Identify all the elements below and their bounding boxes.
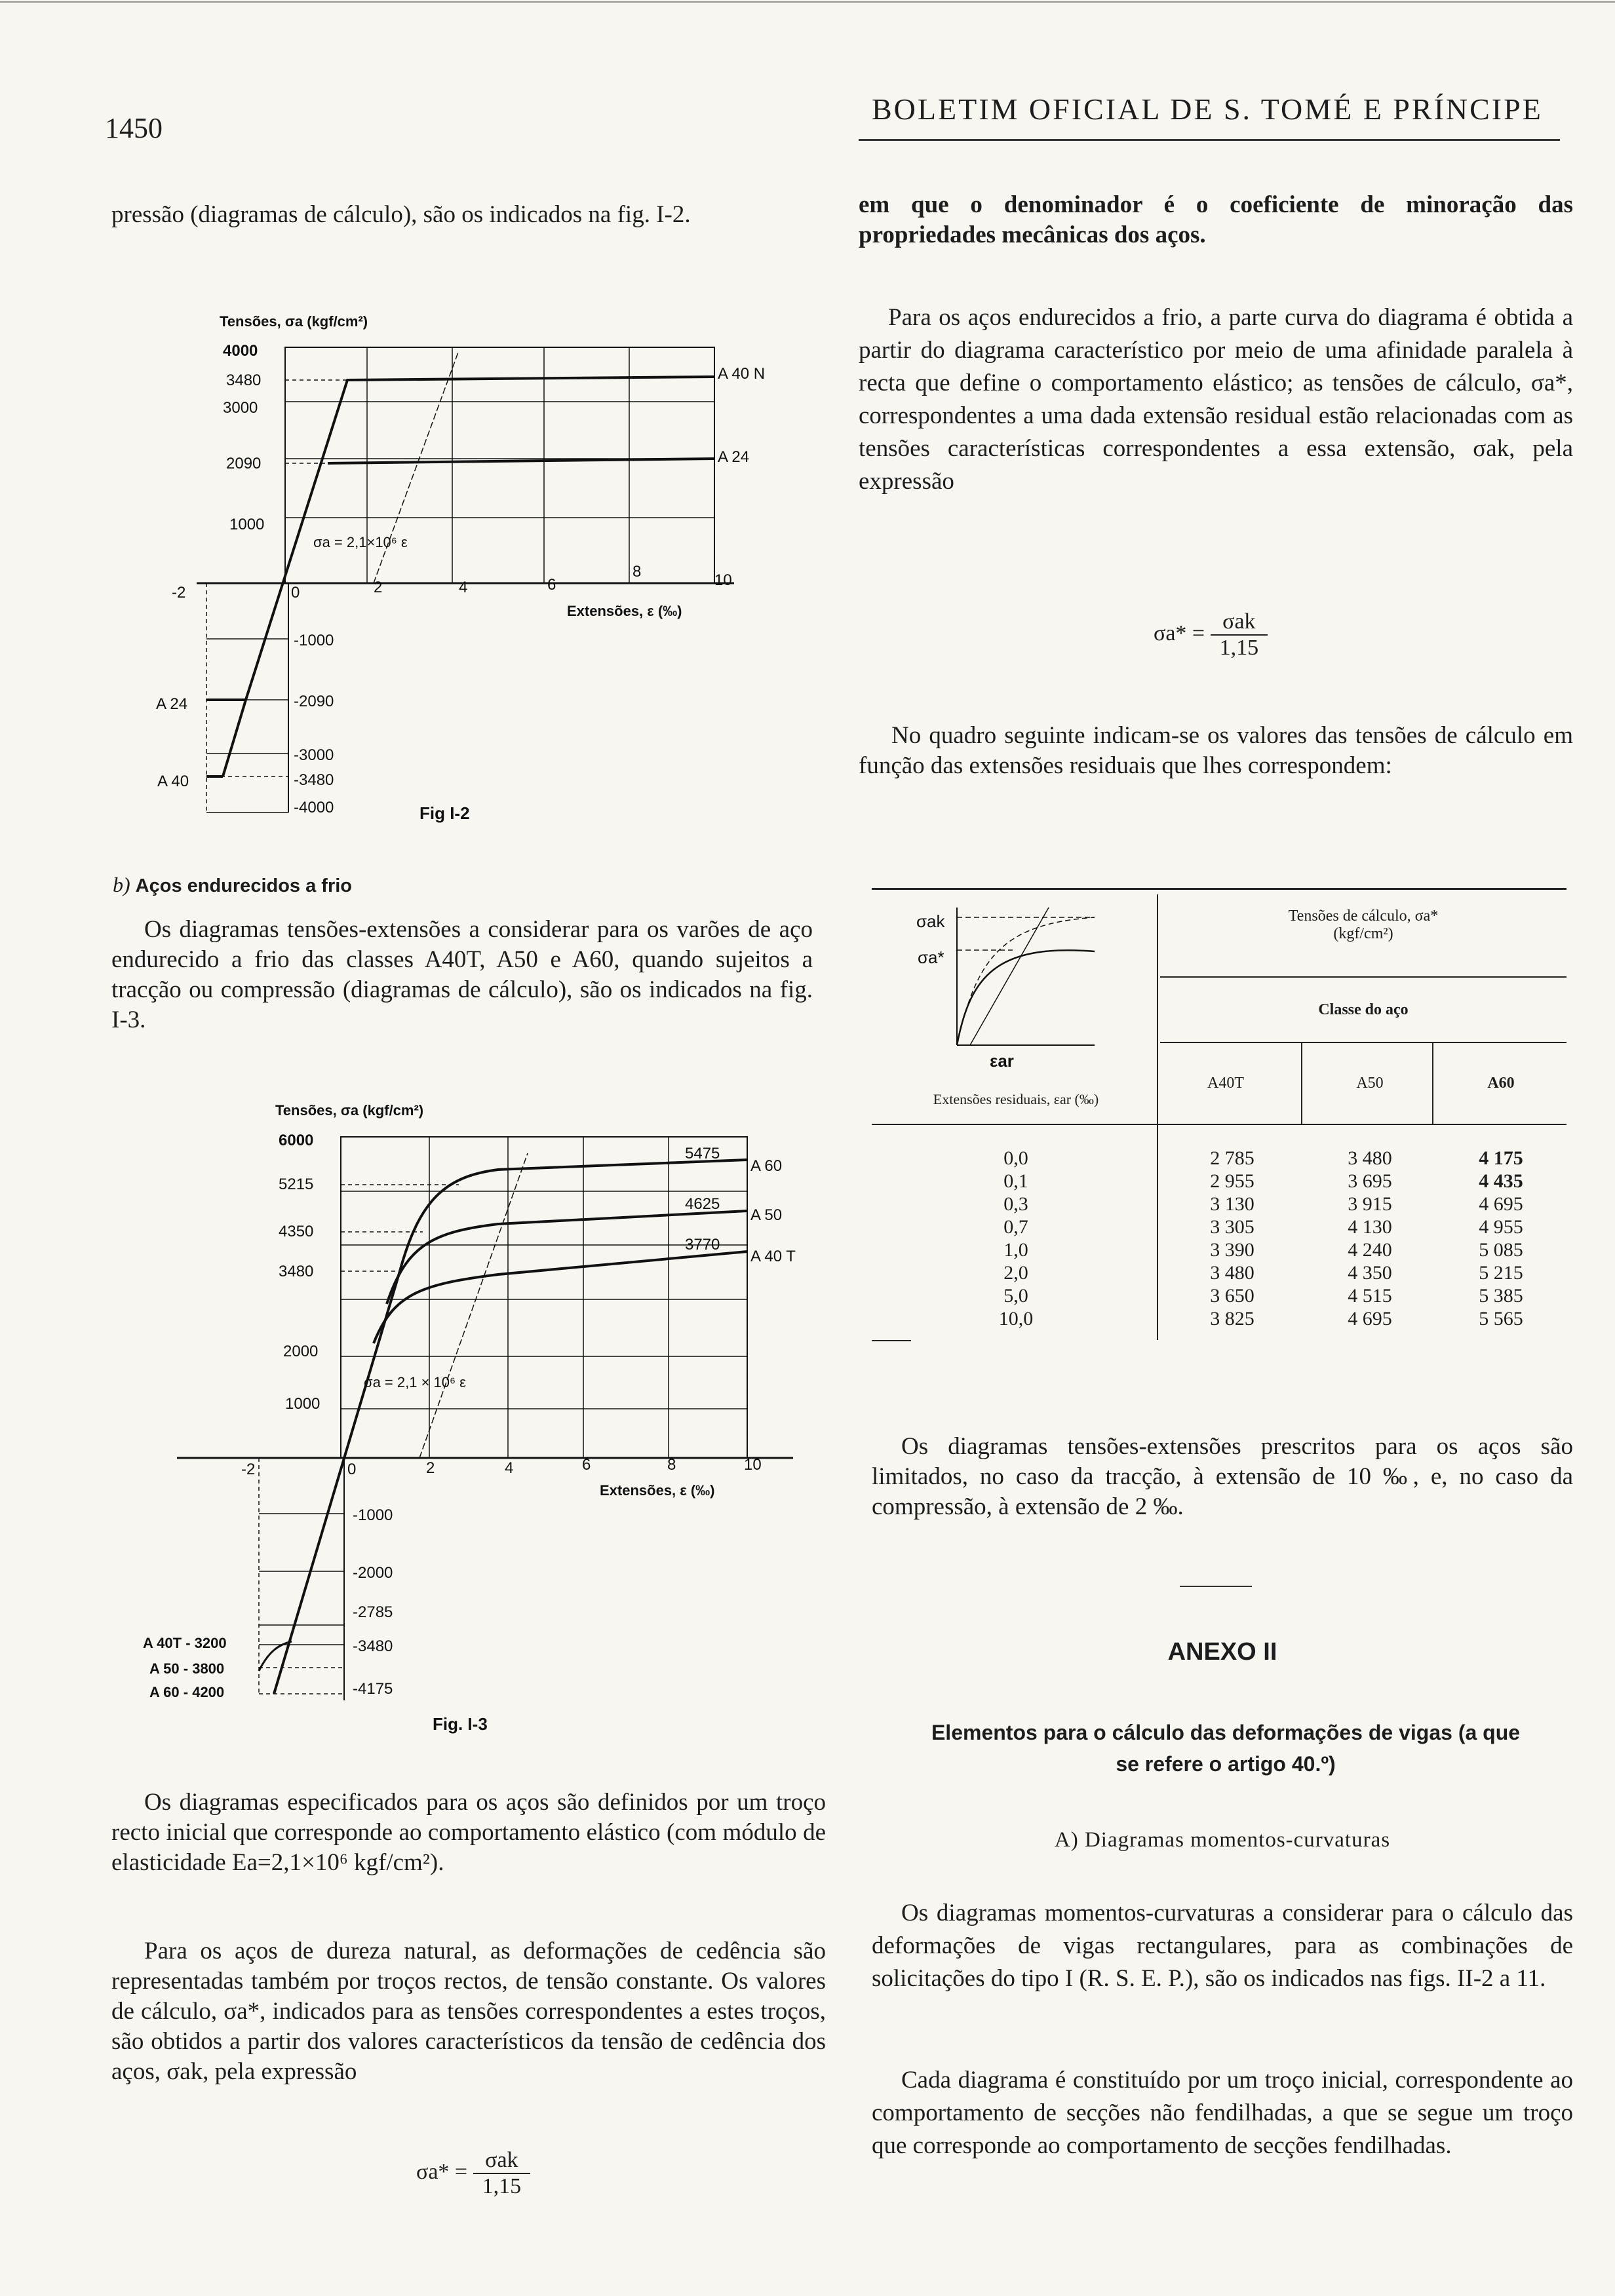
svg-text:-2785: -2785 [353, 1603, 393, 1621]
table-top-rule [872, 888, 1566, 890]
svg-text:-4175: -4175 [353, 1680, 393, 1698]
table-stress-header: Tensões de cálculo, σa* (kgf/cm²) [1288, 908, 1439, 942]
svg-text:3480: 3480 [279, 1263, 314, 1280]
table-row [872, 1238, 1566, 1261]
svg-text:8: 8 [667, 1456, 676, 1474]
fig2-label-a24: A 24 [718, 448, 750, 466]
svg-text:εar: εar [990, 1051, 1014, 1071]
table-rule-1 [1160, 976, 1566, 978]
table-cell: 3 695 [1348, 1170, 1392, 1192]
section-divider [1180, 1586, 1252, 1587]
header-rule [859, 139, 1560, 141]
table-mini-diagram [872, 898, 1160, 1088]
table-row [872, 1261, 1566, 1284]
table-cell: 5 565 [1479, 1308, 1523, 1330]
intro-paragraph: pressão (diagramas de cálculo), são os indicados na fig. I-2. [111, 201, 691, 228]
right-para-f: Cada diagrama é constituído por um troço inicial, correspondente ao comportamento de secções não fendilhadas, a que se segue um troço que corresponde ao comportamento de secções fendilhadas. [872, 2067, 1573, 2159]
svg-text:3480: 3480 [226, 372, 262, 389]
svg-text:5215: 5215 [279, 1176, 314, 1193]
svg-text:3000: 3000 [223, 399, 258, 417]
svg-text:2: 2 [374, 579, 383, 596]
svg-text:-2000: -2000 [353, 1564, 393, 1582]
table-cell: 3 825 [1210, 1308, 1255, 1330]
svg-text:σa*: σa* [918, 947, 944, 967]
table-col0-header: Extensões residuais, εar (‰) [933, 1091, 1099, 1107]
table-cell: 0,7 [1003, 1216, 1028, 1238]
annex-title: ANEXO II [1167, 1638, 1277, 1666]
table-cell: 4 955 [1479, 1216, 1523, 1238]
fig2-annotation: σa = 2,1×10⁶ ε [313, 534, 408, 550]
svg-text:-1000: -1000 [294, 632, 334, 649]
svg-text:Extensões, ε (‰): Extensões, ε (‰) [600, 1482, 715, 1499]
table-cell: 5 085 [1479, 1239, 1523, 1261]
table-cell: 3 650 [1210, 1285, 1255, 1307]
right-para-b: Para os aços endurecidos a frio, a parte curva do diagrama é obtida a partir do diagrama característico por meio de uma afinidade paralela à recta que define o comportamento elástico; as tensões de cálculo, σa*, correspondentes a uma dada extensão residual estão relacionadas com as tensões características correspondentes a essa extensão, σak, pela expressão [859, 304, 1573, 495]
svg-text:3770: 3770 [685, 1236, 720, 1253]
svg-text:A 60 - 4200: A 60 - 4200 [149, 1684, 225, 1700]
fig3-caption: Fig. I-3 [433, 1714, 488, 1734]
svg-text:2000: 2000 [283, 1343, 319, 1360]
figure-i-3 [138, 1091, 806, 1740]
table-cell: 4 350 [1348, 1262, 1392, 1284]
fig2-label-a24-neg: A 24 [156, 695, 188, 713]
table-row [872, 1170, 1566, 1193]
table-cell: 4 240 [1348, 1239, 1392, 1261]
svg-text:A 40 T: A 40 T [750, 1248, 796, 1265]
svg-text:-3000: -3000 [294, 746, 334, 764]
table-cell: 4 130 [1348, 1216, 1392, 1238]
right-para-a: em que o denominador é o coeficiente de minoração das propriedades mecânicas dos aços. [859, 191, 1573, 248]
svg-text:Tensões, σa (kgf/cm²): Tensões, σa (kgf/cm²) [275, 1102, 424, 1119]
svg-text:-3480: -3480 [294, 771, 334, 789]
svg-text:8: 8 [632, 563, 642, 581]
fig2-label-a40n: A 40 N [718, 365, 766, 383]
section-b-heading: b) Aços endurecidos a frio [113, 873, 353, 896]
formula-right: σa* = $\frac{\text{σak}}{1,15}$ [1154, 609, 1268, 660]
top-scan-rule [0, 1, 1615, 3]
svg-text:4625: 4625 [685, 1195, 720, 1213]
svg-text:4: 4 [505, 1459, 514, 1477]
table-row [872, 1284, 1566, 1307]
para-d: Para os aços de dureza natural, as deformações de cedência são representadas também por troços rectos, de tensão constante. Os valores de cálculo, σa*, indicados para as tensões correspondentes a estes troços, são obtidos a partir dos valores característicos da tensão de cedência dos aços, σak, pela expressão [111, 1938, 826, 2085]
fig2-y-title: Tensões, σa (kgf/cm²) [220, 313, 368, 330]
svg-text:Extensões, ε (‰): Extensões, ε (‰) [567, 603, 682, 619]
right-para-c: No quadro seguinte indicam-se os valores das tensões de cálculo em função das extensões residuais que lhes correspondem: [859, 722, 1573, 779]
table-row [872, 1307, 1566, 1330]
svg-text:0: 0 [347, 1461, 357, 1478]
svg-text:-3480: -3480 [353, 1637, 393, 1655]
svg-text:2090: 2090 [226, 455, 262, 472]
svg-text:-2090: -2090 [294, 693, 334, 710]
page-number: 1450 [105, 112, 163, 144]
table-cell: 2 955 [1210, 1170, 1255, 1192]
svg-text:σa = 2,1 × 10⁶ ε: σa = 2,1 × 10⁶ ε [364, 1374, 466, 1390]
right-para-e: Os diagramas momentos-curvaturas a considerar para o cálculo das deformações de vigas rectangulares, para as combinações de solicitações do tipo I (R. S. E. P.), são os indicados nas figs. II-2 a 11. [872, 1900, 1573, 1992]
svg-text:2: 2 [426, 1459, 435, 1477]
svg-text:4: 4 [459, 579, 468, 596]
svg-text:4000: 4000 [223, 342, 258, 360]
table-col-a40t: A40T [1207, 1075, 1244, 1092]
svg-text:A 50: A 50 [750, 1206, 783, 1224]
table-cell: 5 385 [1479, 1285, 1523, 1307]
table-cell: 3 305 [1210, 1216, 1255, 1238]
svg-text:6000: 6000 [279, 1132, 314, 1149]
annex-subtitle: Elementos para o cálculo das deformações de vigas (a que se refere o artigo 40.º) [931, 1721, 1521, 1776]
svg-text:1000: 1000 [285, 1395, 321, 1413]
table-cell: 2 785 [1210, 1147, 1255, 1169]
table-header-rule [872, 1124, 1566, 1125]
table-cell: 3 915 [1348, 1193, 1392, 1215]
svg-text:1000: 1000 [229, 516, 265, 533]
svg-text:-2: -2 [172, 584, 186, 602]
table-row [872, 1215, 1566, 1238]
right-para-d: Os diagramas tensões-extensões prescritos para os aços são limitados, no caso da tracção, à extensão de 10 ‰, e, no caso da compressão, à extensão de 2 ‰. [872, 1433, 1573, 1520]
table-cell: 3 390 [1210, 1239, 1255, 1261]
svg-text:A 60: A 60 [750, 1157, 783, 1175]
table-cell: 3 480 [1348, 1147, 1392, 1169]
fig2-caption: Fig I-2 [419, 803, 470, 823]
svg-text:4350: 4350 [279, 1223, 314, 1240]
svg-text:A 40T - 3200: A 40T - 3200 [143, 1635, 227, 1651]
para-b: Os diagramas tensões-extensões a considerar para os varões de aço endurecido a frio das classes A40T, A50 e A60, quando sujeitos a tracção ou compressão (diagramas de cálculo), são os indicados na fig. I-3. [111, 916, 813, 1033]
svg-text:5475: 5475 [685, 1145, 720, 1162]
table-row [872, 1147, 1566, 1170]
table-cell: 1,0 [1003, 1239, 1028, 1261]
publication-title: BOLETIM OFICIAL DE S. TOMÉ E PRÍNCIPE [872, 92, 1543, 126]
table-cell: 4 695 [1348, 1308, 1392, 1330]
svg-text:-1000: -1000 [353, 1506, 393, 1524]
para-c: Os diagramas especificados para os aços são definidos por um troço recto inicial que corresponde ao comportamento elástico (com módulo de elasticidade Ea=2,1×10⁶ kgf/cm²). [111, 1789, 826, 1876]
table-cell: 4 175 [1479, 1147, 1523, 1169]
table-cell: 2,0 [1003, 1262, 1028, 1284]
table-cell: 4 695 [1479, 1193, 1523, 1215]
table-cell: 10,0 [998, 1308, 1034, 1330]
svg-text:6: 6 [582, 1456, 591, 1474]
table-cell: 3 130 [1210, 1193, 1255, 1215]
table-cell: 0,0 [1003, 1147, 1028, 1169]
svg-text:0: 0 [291, 584, 300, 602]
table-cell: 4 435 [1479, 1170, 1523, 1192]
svg-text:6: 6 [547, 576, 556, 594]
table-col-a50: A50 [1356, 1075, 1384, 1092]
table-cell: 4 515 [1348, 1285, 1392, 1307]
values-table [872, 1147, 1566, 1330]
table-row [872, 1193, 1566, 1215]
svg-text:-2: -2 [241, 1461, 256, 1478]
section-a-heading: A) Diagramas momentos-curvaturas [1054, 1828, 1391, 1852]
formula-left: σa* = $\frac{\text{σak}}{1,15}$ [416, 2148, 530, 2199]
svg-text:A 50 - 3800: A 50 - 3800 [149, 1660, 225, 1677]
figure-i-2 [151, 301, 806, 839]
fig2-label-a40-neg: A 40 [157, 773, 189, 790]
svg-text:10: 10 [714, 571, 732, 589]
svg-text:-4000: -4000 [294, 799, 334, 816]
table-rule-2 [1160, 1042, 1566, 1043]
svg-text:10: 10 [744, 1456, 762, 1474]
table-cell: 5,0 [1003, 1285, 1028, 1307]
table-cell: 3 480 [1210, 1262, 1255, 1284]
svg-text:σak: σak [916, 911, 945, 931]
table-cell: 0,3 [1003, 1193, 1028, 1215]
table-class-header: Classe do aço [1318, 1001, 1409, 1018]
table-cell: 0,1 [1003, 1170, 1028, 1192]
table-col-a60: A60 [1487, 1075, 1515, 1092]
table-cell: 5 215 [1479, 1262, 1523, 1284]
